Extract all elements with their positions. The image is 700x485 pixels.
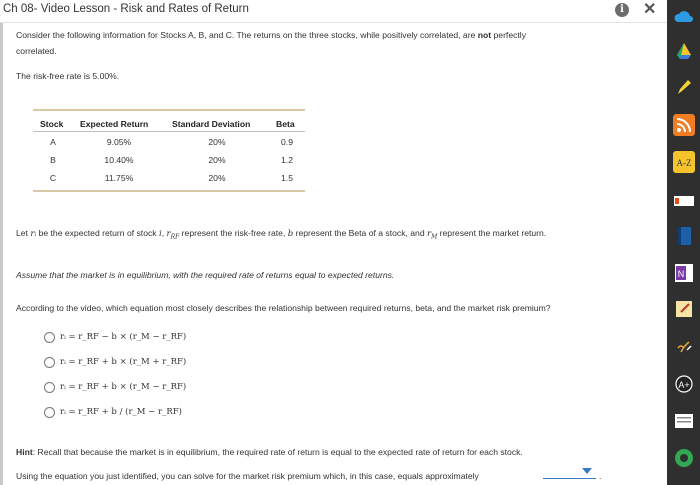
def-symbol: b xyxy=(287,229,294,239)
window-title: Ch 08- Video Lesson - Risk and Rates of Return xyxy=(3,3,249,15)
header-beta: Beta xyxy=(276,119,295,129)
title-bar xyxy=(0,0,667,23)
def-part: be the expected return of stock xyxy=(36,228,159,238)
accessibility-icon[interactable] xyxy=(673,373,695,395)
market-risk-premium-dropdown[interactable] xyxy=(543,466,596,479)
svg-text:A+: A+ xyxy=(678,380,690,390)
svg-text:N: N xyxy=(677,269,685,279)
radio-button[interactable] xyxy=(44,407,55,418)
keyboard-icon[interactable] xyxy=(673,410,695,432)
table-cell: 20% xyxy=(208,137,226,147)
intro-text: Consider the following information for Stocks A, B, and C. The returns on the three stocks, while positively correlated, are xyxy=(16,30,476,40)
header-expected-return: Expected Return xyxy=(80,119,149,129)
def-symbol xyxy=(167,229,180,239)
option-equation: rᵢ = r_RF + b × (r_M + r_RF) xyxy=(60,357,187,367)
google-drive-icon[interactable] xyxy=(673,40,695,62)
def-part: Let xyxy=(16,228,31,238)
table-rule-mid xyxy=(33,131,305,132)
def-symbol-sub: M xyxy=(431,233,438,241)
svg-text:A-Z: A-Z xyxy=(676,158,692,168)
def-symbol: rᵢ xyxy=(30,229,37,239)
final-question-suffix: . xyxy=(599,471,602,481)
def-symbol-base: r xyxy=(427,229,432,239)
onenote-icon[interactable] xyxy=(673,262,695,284)
table-rule-bottom xyxy=(33,190,305,192)
def-symbol xyxy=(427,229,437,239)
option-equation: rᵢ = r_RF − b × (r_M − r_RF) xyxy=(60,332,187,342)
header-std-dev: Standard Deviation xyxy=(172,119,251,129)
table-cell: 20% xyxy=(208,173,226,183)
lesson-content xyxy=(0,23,667,485)
table-cell: 10.40% xyxy=(104,155,134,165)
table-cell: 20% xyxy=(208,155,226,165)
question-text: According to the video, which equation most closely describes the relationship between required returns, beta, and the market risk premium? xyxy=(16,303,551,313)
radio-button[interactable] xyxy=(44,332,55,343)
def-part: represent the Beta of a stock, and xyxy=(293,228,427,238)
hint-body: : Recall that because the market is in equilibrium, the required rate of return is equal to the expected rate of return for each stock. xyxy=(32,447,523,457)
table-cell: 9.05% xyxy=(106,137,132,147)
def-symbol-base: r xyxy=(166,229,171,239)
table-rule-top xyxy=(33,109,305,111)
radio-button[interactable] xyxy=(44,357,55,368)
assumption-text: Assume that the market is in equilibrium, with the required rate of returns equal to expected returns. xyxy=(16,270,395,280)
def-part: , xyxy=(161,228,167,238)
hint-text xyxy=(16,444,523,460)
def-part: represent the market return. xyxy=(437,228,547,238)
risk-free-text: The risk-free rate is 5.00%. xyxy=(16,71,120,81)
table-cell: 0.9 xyxy=(281,137,293,147)
table-cell: 1.5 xyxy=(281,173,293,183)
def-symbol: i xyxy=(158,229,162,239)
a-z-icon[interactable] xyxy=(673,151,695,173)
definitions-text xyxy=(16,225,546,246)
pencil-icon[interactable] xyxy=(673,76,695,98)
info-icon[interactable]: i xyxy=(615,3,629,17)
close-icon[interactable]: ✕ xyxy=(643,1,657,18)
option-equation: rᵢ = r_RF + b / (r_M − r_RF) xyxy=(60,407,182,417)
green-circle-icon[interactable] xyxy=(673,447,695,469)
intro-bold: not xyxy=(477,30,492,40)
book-icon[interactable] xyxy=(673,225,695,247)
left-border xyxy=(0,23,3,485)
rss-icon[interactable] xyxy=(673,114,695,136)
table-cell: C xyxy=(49,173,57,183)
intro-line-2: correlated. xyxy=(16,46,57,56)
final-question-text: Using the equation you just identified, you can solve for the market risk premium which, in this case, equals approximately xyxy=(16,471,479,481)
def-symbol-sub: RF xyxy=(170,233,180,241)
table-cell: 11.75% xyxy=(104,173,134,183)
def-part: represent the risk-free rate, xyxy=(179,228,288,238)
table-cell: A xyxy=(50,137,56,147)
table-cell: 1.2 xyxy=(281,155,293,165)
notes-icon[interactable] xyxy=(673,298,695,320)
chevron-down-icon xyxy=(582,468,592,474)
option-equation: rᵢ = r_RF + b × (r_M − r_RF) xyxy=(60,382,187,392)
office-icon[interactable] xyxy=(673,190,695,212)
header-stock: Stock xyxy=(40,119,64,129)
cloud-icon[interactable] xyxy=(673,6,695,28)
hint-label: Hint xyxy=(16,447,33,457)
intro-suffix: perfectly xyxy=(493,30,526,40)
audio-icon[interactable] xyxy=(673,336,695,358)
intro-line-1 xyxy=(16,27,526,43)
radio-button[interactable] xyxy=(44,382,55,393)
table-cell: B xyxy=(50,155,56,165)
